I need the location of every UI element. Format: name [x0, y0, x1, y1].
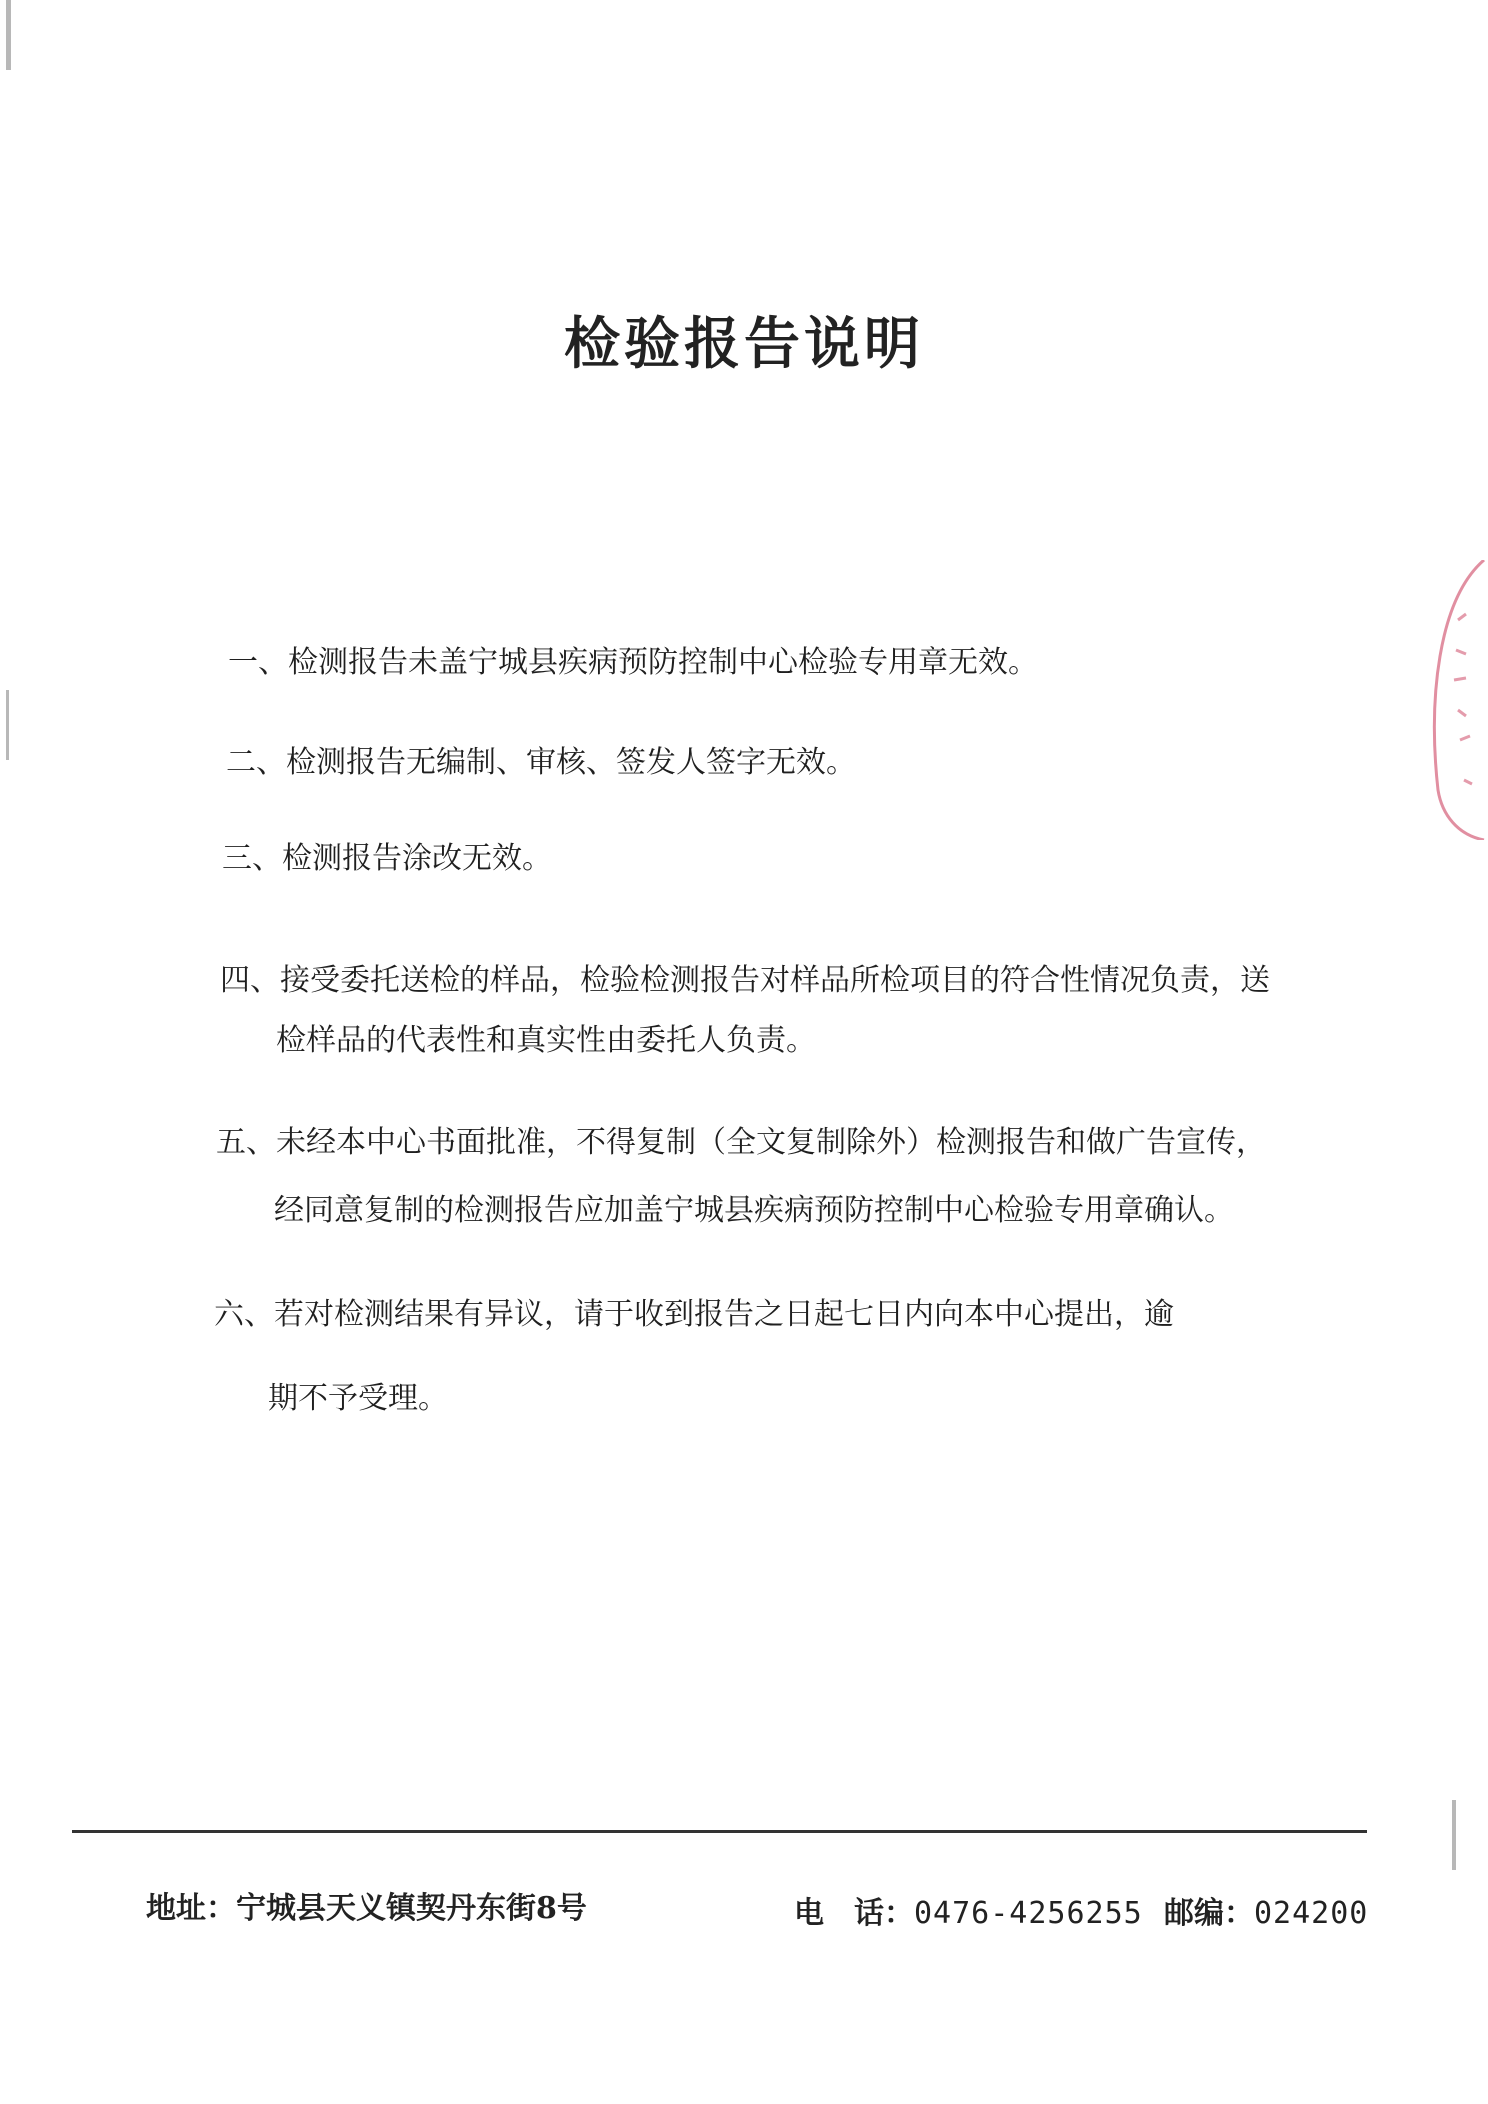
scan-artifact — [6, 690, 9, 760]
postcode-value: 024200 — [1254, 1896, 1369, 1931]
footer-phone — [794, 1888, 1143, 1932]
clause-number: 二、 — [226, 745, 286, 780]
clause-number: 四、 — [220, 963, 280, 998]
footer-address — [146, 1883, 587, 1927]
phone-value: 0476-4256255 — [914, 1896, 1143, 1931]
clause-5-continuation: 经同意复制的检测报告应加盖宁城县疾病预防控制中心检验专用章确认。 — [274, 1193, 1234, 1228]
clause-text: 未经本中心书面批准，不得复制（全文复制除外）检测报告和做广告宣传， — [276, 1125, 1266, 1160]
clause-6 — [214, 1297, 1174, 1332]
scan-artifact — [6, 0, 11, 70]
address-value: 宁城县天义镇契丹东街8号 — [236, 1891, 587, 1926]
phone-label: 电 话： — [794, 1896, 914, 1931]
footer-postcode — [1164, 1888, 1368, 1932]
address-label: 地址： — [146, 1891, 236, 1926]
clause-number: 一、 — [228, 645, 288, 680]
clause-3 — [222, 841, 552, 876]
clause-text: 检测报告未盖宁城县疾病预防控制中心检验专用章无效。 — [288, 645, 1038, 680]
scan-artifact — [1452, 1800, 1456, 1870]
document-title: 检验报告说明 — [564, 311, 924, 377]
clause-number: 三、 — [222, 841, 282, 876]
clause-5 — [216, 1125, 1266, 1160]
clause-number: 五、 — [216, 1125, 276, 1160]
clause-2 — [226, 745, 856, 780]
clause-text: 接受委托送检的样品，检验检测报告对样品所检项目的符合性情况负责，送 — [280, 963, 1270, 998]
clause-6-continuation: 期不予受理。 — [268, 1381, 448, 1416]
clause-4 — [220, 963, 1270, 998]
clause-number: 六、 — [214, 1297, 274, 1332]
clause-1 — [228, 645, 1038, 680]
clause-text: 检测报告涂改无效。 — [282, 841, 552, 876]
postcode-label: 邮编： — [1164, 1896, 1254, 1931]
clause-4-continuation: 检样品的代表性和真实性由委托人负责。 — [276, 1023, 816, 1058]
clause-text: 若对检测结果有异议，请于收到报告之日起七日内向本中心提出，逾 — [274, 1297, 1174, 1332]
red-seal-stamp — [1418, 560, 1488, 840]
clause-text: 检测报告无编制、审核、签发人签字无效。 — [286, 745, 856, 780]
footer-divider — [72, 1830, 1367, 1833]
